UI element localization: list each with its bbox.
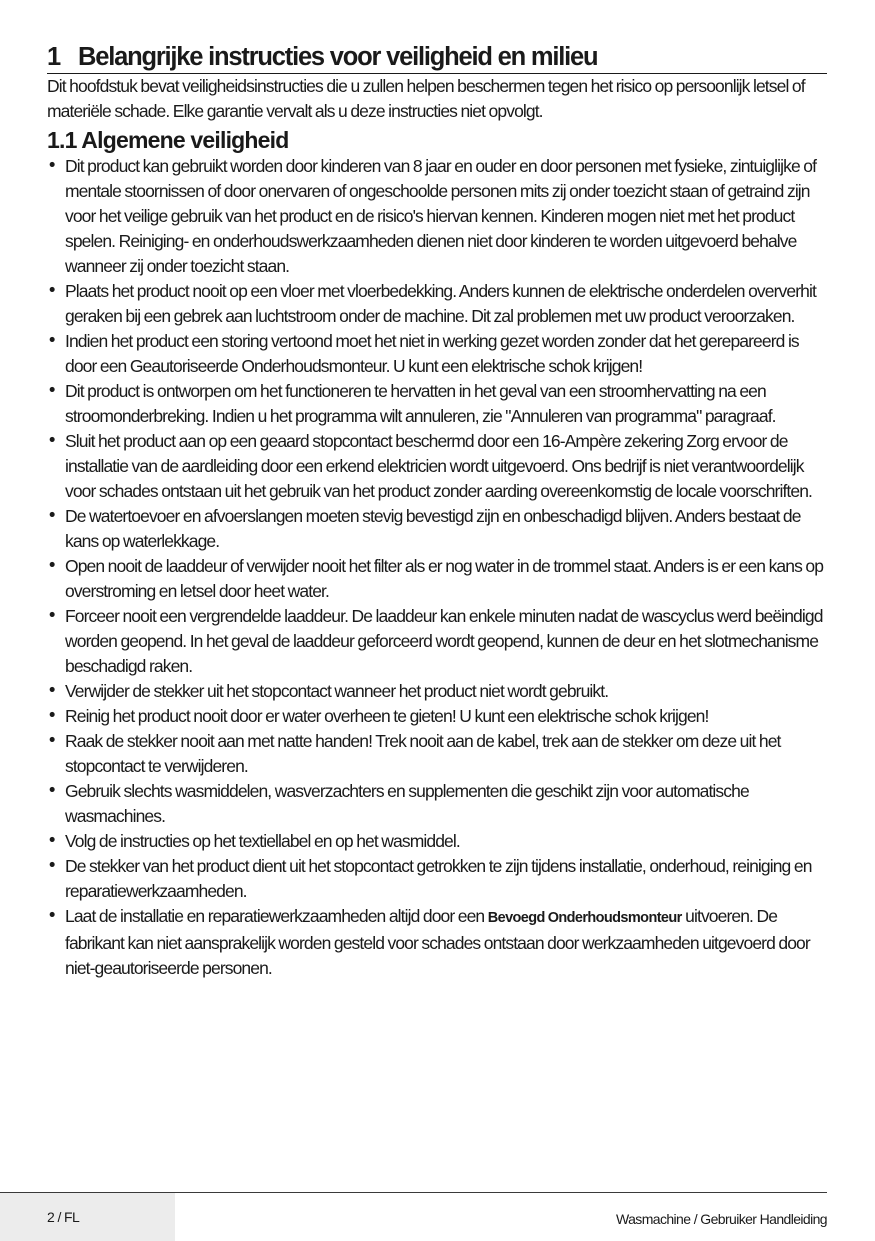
list-item	[47, 279, 827, 329]
list-item	[47, 704, 827, 729]
list-item-text: De stekker van het product dient uit het stopcontact getrokken te zijn tijdens installatie, onderhoud, reiniging en reparatiewerkzaamheden.	[65, 856, 812, 901]
list-item	[47, 829, 827, 854]
bullet-icon: •	[47, 906, 57, 926]
list-item-text: Verwijder de stekker uit het stopcontact wanneer het product niet wordt gebruikt.	[65, 681, 609, 701]
bullet-icon: •	[47, 156, 57, 176]
manual-title: Wasmachine / Gebruiker Handleiding	[616, 1211, 827, 1227]
bullet-icon: •	[47, 381, 57, 401]
list-item-text: Gebruik slechts wasmiddelen, wasverzachters en supplementen die geschikt zijn voor automatische wasmachines.	[65, 781, 749, 826]
list-item-text: Plaats het product nooit op een vloer met vloerbedekking. Anders kunnen de elektrische onderdelen oververhit geraken bij een gebrek aan luchtstroom onder de machine. Dit zal problemen met uw product veroorzaken.	[65, 281, 816, 326]
last-item-text-before: Laat de installatie en reparatiewerkzaamheden altijd door een	[65, 906, 488, 926]
list-item-text	[65, 906, 810, 978]
chapter-title: Belangrijke instructies voor veiligheid en milieu	[78, 43, 598, 71]
page-content	[47, 42, 827, 981]
bullet-icon: •	[47, 281, 57, 301]
list-item	[47, 379, 827, 429]
list-item	[47, 779, 827, 829]
list-item	[47, 429, 827, 504]
list-item	[47, 504, 827, 554]
list-item-text: Raak de stekker nooit aan met natte handen! Trek nooit aan de kabel, trek aan de stekker om deze uit het stopcontact te verwijderen.	[65, 731, 781, 776]
bullet-icon: •	[47, 856, 57, 876]
list-item-text: Forceer nooit een vergrendelde laaddeur. De laaddeur kan enkele minuten nadat de wascyclus werd beëindigd worden geopend. In het geval de laaddeur geforceerd wordt geopend, kunnen de deur en het slotmechanisme beschadigd raken.	[65, 606, 823, 676]
bullet-icon: •	[47, 731, 57, 751]
list-item-text: Dit product kan gebruikt worden door kinderen van 8 jaar en ouder en door personen met fysieke, zintuiglijke of mentale stoornissen of door onervaren of ongeschoolde personen mits zij onder toezicht staan of getraind zijn voor het veilige gebruik van het product en de risico's hiervan kennen. Kinderen mogen niet met het product spelen. Reiniging- en onderhoudswerkzaamheden dienen niet door kinderen te worden uitgevoerd behalve wanneer zij onder toezicht staan.	[65, 156, 817, 276]
bullet-icon: •	[47, 781, 57, 801]
section-heading: 1.1 Algemene veiligheid	[47, 127, 289, 153]
list-item-text: Dit product is ontworpen om het functioneren te hervatten in het geval van een stroomhervatting na een stroomonderbreking. Indien u het programma wilt annuleren, zie "Annuleren van programma" paragraaf.	[65, 381, 776, 426]
list-item-text: Volg de instructies op het textiellabel en op het wasmiddel.	[65, 831, 460, 851]
chapter-heading	[47, 42, 827, 74]
list-item-text: De watertoevoer en afvoerslangen moeten stevig bevestigd zijn en onbeschadigd blijven. Anders bestaat de kans op waterlekkage.	[65, 506, 801, 551]
last-item-text-after: uitvoeren. De fabrikant kan niet aansprakelijk worden gesteld voor schades ontstaan door werkzaamheden uitgevoerd door niet-geautoriseerde personen.	[65, 906, 810, 978]
bullet-icon: •	[47, 606, 57, 626]
page-number: 2 / FL	[47, 1209, 80, 1225]
list-item-text: Sluit het product aan op een geaard stopcontact beschermd door een 16-Ampère zekering Zorg ervoor de installatie van de aardleiding door een erkend elektricien wordt uitgevoerd. Ons bedrijf is niet verantwoordelijk voor schades ontstaan uit het gebruik van het product zonder aarding overeenkomstig de locale voorschriften.	[65, 431, 813, 501]
list-item	[47, 604, 827, 679]
authorized-technician-term: Bevoegd Onderhoudsmonteur	[487, 910, 682, 926]
list-item	[47, 154, 827, 279]
chapter-number: 1	[47, 43, 60, 71]
list-item	[47, 854, 827, 904]
bullet-icon: •	[47, 556, 57, 576]
bullet-icon: •	[47, 831, 57, 851]
list-item-text: Open nooit de laaddeur of verwijder nooit het filter als er nog water in de trommel staat. Anders is er een kans op overstroming en letsel door heet water.	[65, 556, 824, 601]
bullet-icon: •	[47, 331, 57, 351]
list-item	[47, 729, 827, 779]
list-item	[47, 329, 827, 379]
list-item	[47, 679, 827, 704]
list-item-text: Indien het product een storing vertoond moet het niet in werking gezet worden zonder dat het gerepareerd is door een Geautoriseerde Onderhoudsmonteur. U kunt een elektrische schok krijgen!	[65, 331, 799, 376]
safety-list	[47, 154, 827, 981]
bullet-icon: •	[47, 681, 57, 701]
bullet-icon: •	[47, 506, 57, 526]
bullet-icon: •	[47, 431, 57, 451]
list-item-text: Reinig het product nooit door er water overheen te gieten! U kunt een elektrische schok krijgen!	[65, 706, 709, 726]
footer-page-box	[0, 1193, 175, 1241]
intro-paragraph: Dit hoofdstuk bevat veiligheidsinstructies die u zullen helpen beschermen tegen het risico op persoonlijk letsel of materiële schade. Elke garantie vervalt als u deze instructies niet opvolgt.	[47, 76, 805, 121]
bullet-icon: •	[47, 706, 57, 726]
list-item	[47, 904, 827, 981]
list-item	[47, 554, 827, 604]
